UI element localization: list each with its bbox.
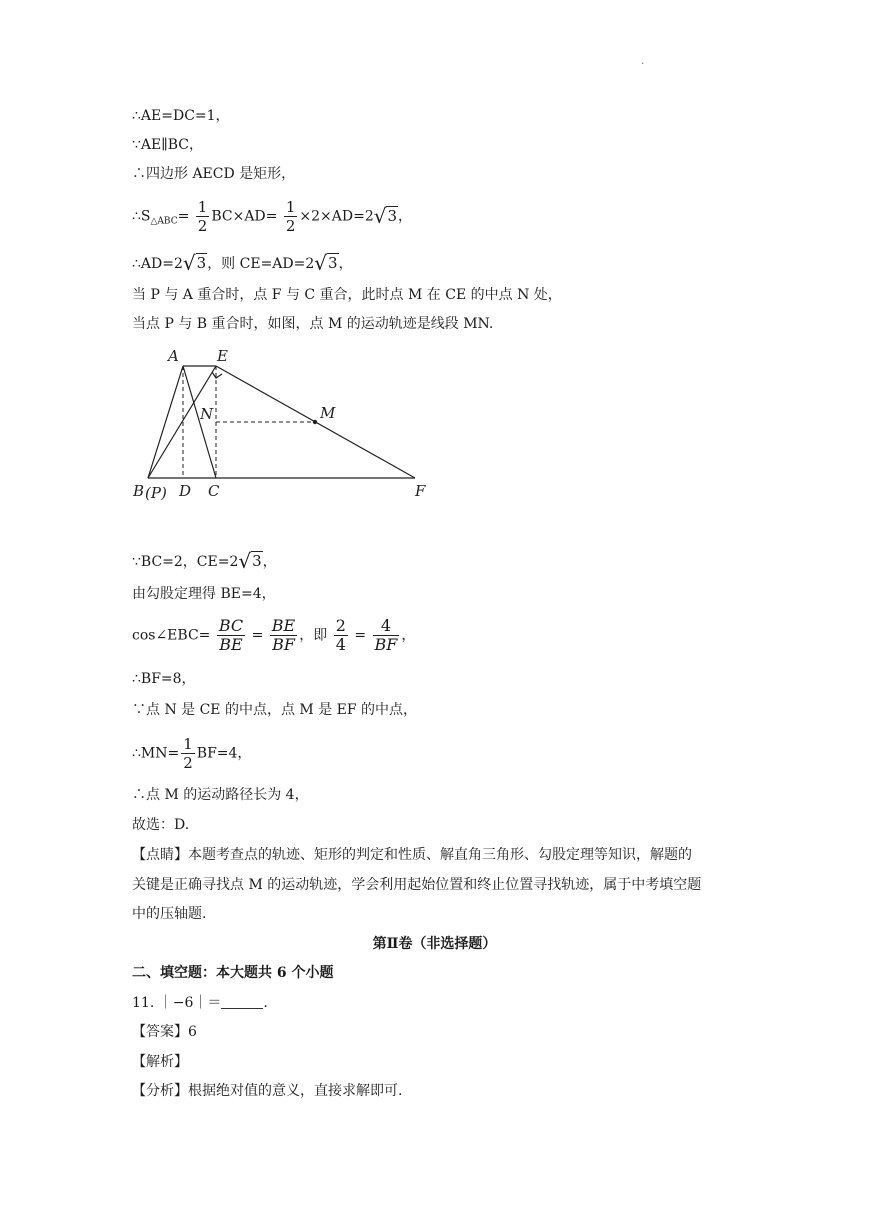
- label-e: E: [217, 347, 228, 365]
- fraction-half-1: [196, 198, 210, 235]
- sqrt-3: √3: [182, 251, 207, 275]
- frac-num: 1: [197, 198, 208, 216]
- label-a: A: [168, 347, 179, 365]
- segment-ab: [148, 366, 183, 478]
- area-post: ，: [398, 208, 413, 225]
- q11-text: 11. ｜−6｜＝: [132, 995, 222, 1011]
- right-angle-mark: [212, 372, 222, 378]
- label-p: (P): [145, 484, 167, 502]
- ce-post: ，: [338, 256, 353, 272]
- line-bf: ∴BF=8，: [132, 671, 196, 687]
- sqrt-3: √3: [238, 549, 262, 573]
- ce-mid: ，则 CE=AD=2: [207, 256, 315, 272]
- frac-num: 1: [285, 198, 296, 216]
- cos-post: ，: [401, 627, 416, 644]
- line-pythagoras: 由勾股定理得 BE=4，: [132, 586, 276, 602]
- section-title: 第Ⅱ卷（非选择题）: [372, 936, 497, 952]
- frac-den: 2: [285, 217, 296, 235]
- area-mid1: BC×AD=: [211, 208, 278, 225]
- area-prefix: ∴S: [132, 208, 151, 225]
- fraction-4-bf: $\frac{4}{BF}$: [374, 616, 398, 654]
- line-comment-3: 中的压轴题.: [132, 906, 207, 922]
- label-d: D: [179, 482, 192, 500]
- area-mid2: ×2×AD=2: [299, 208, 374, 225]
- label-m: M: [320, 404, 336, 422]
- label-n: N: [200, 405, 214, 423]
- line-ae-parallel-bc: ∵AE∥BC，: [132, 137, 203, 153]
- fraction-bc-be: $\frac{BC}{BE}$: [218, 616, 244, 654]
- line-comment-2: 关键是正确寻找点 M 的运动轨迹，学会利用起始位置和终止位置寻找轨迹，属于中考填空题: [132, 877, 702, 893]
- cos-equals-2: =: [354, 627, 367, 644]
- line-bc-ce: [132, 551, 277, 572]
- question-11: [132, 993, 268, 1013]
- line-mn: [132, 735, 251, 772]
- cos-equals: =: [251, 627, 264, 644]
- fraction-half-2: [284, 198, 298, 235]
- geometry-figure: [128, 340, 438, 510]
- bc-ce-prefix: ∵BC=2，CE=2: [132, 554, 239, 570]
- answer-blank: [221, 994, 263, 1009]
- line-p-at-b: 当点 P 与 B 重合时，如图，点 M 的运动轨迹是线段 MN.: [132, 316, 494, 332]
- label-b: B: [133, 482, 145, 500]
- area-equals: =: [177, 208, 190, 225]
- area-subscript: △ABC: [150, 216, 178, 227]
- line-path-length: ∴点 M 的运动路径长为 4，: [132, 787, 309, 803]
- label-f: F: [415, 482, 426, 500]
- line-ad-ce: [132, 253, 353, 274]
- fraction-be-bf: $\frac{BE}{BF}$: [271, 616, 296, 654]
- header-dot: .: [641, 56, 645, 67]
- line-midpoints: ∵点 N 是 CE 的中点，点 M 是 EF 的中点，: [132, 702, 418, 718]
- frac-den: 2: [197, 217, 208, 235]
- mn-post: BF=4，: [196, 745, 252, 762]
- q11-post: .: [263, 995, 268, 1011]
- ad-prefix: ∴AD=2: [132, 256, 183, 272]
- section-heading: 二、填空题：本大题共 6 个小题: [132, 965, 334, 981]
- fraction-half-3: $\frac{1}{2}$: [183, 735, 193, 772]
- mn-prefix: ∴MN=: [132, 745, 180, 762]
- line-area-formula: [132, 198, 412, 235]
- analysis-line: 【解析】: [132, 1054, 188, 1070]
- label-c: C: [208, 482, 220, 500]
- cos-prefix: cos∠EBC=: [132, 627, 211, 644]
- fraction-2-4: $\frac{2}{4}$: [335, 616, 346, 654]
- point-m: [313, 420, 317, 424]
- sqrt-3: √3: [373, 203, 398, 228]
- fenxi-line: 【分析】根据绝对值的意义，直接求解即可.: [132, 1083, 403, 1099]
- bc-ce-post: ，: [262, 554, 277, 570]
- line-cos: [132, 617, 415, 654]
- line-comment-1: 【点睛】本题考查点的轨迹、矩形的判定和性质、解直角三角形、勾股定理等知识，解题的: [132, 847, 692, 863]
- line-rectangle: ∴四边形 AECD 是矩形，: [132, 166, 296, 182]
- line-choice: 故选：D.: [132, 817, 190, 833]
- cos-mid: ，即: [299, 627, 328, 644]
- answer-line: 【答案】6: [132, 1024, 197, 1040]
- sqrt-3: √3: [314, 251, 338, 275]
- line-ae-dc: ∴AE=DC=1，: [132, 108, 230, 124]
- line-p-at-a: 当 P 与 A 重合时，点 F 与 C 重合，此时点 M 在 CE 的中点 N 处，: [132, 287, 562, 303]
